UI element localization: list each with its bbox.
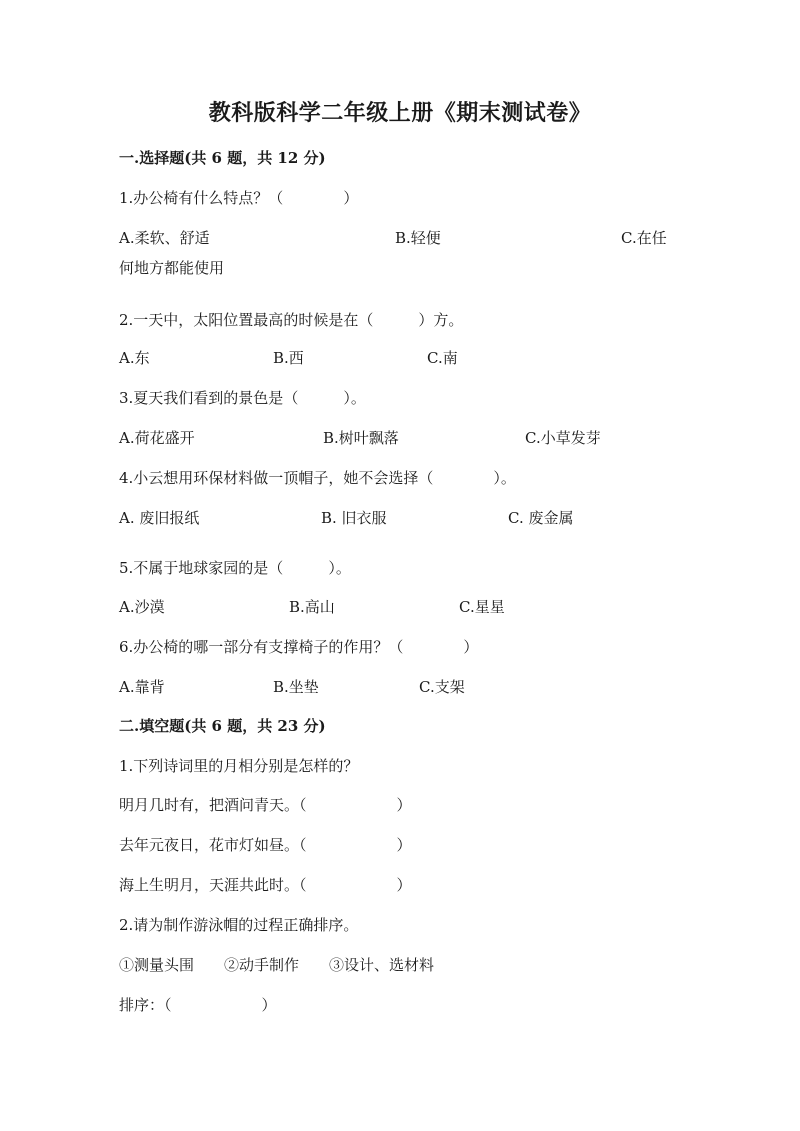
fill-question-2-text: 2.请为制作游泳帽的过程正确排序。 xyxy=(119,916,359,934)
section-heading-fill-in: 二.填空题(共 6 题，共 23 分) xyxy=(119,717,326,735)
question-6-option-b: B.坐垫 xyxy=(273,678,319,696)
question-5-text: 5.不属于地球家园的是（ ）。 xyxy=(119,559,351,577)
question-6-option-c: C.支架 xyxy=(419,678,465,696)
fill-question-1-line-3: 海上生明月，天涯共此时。（ ） xyxy=(119,876,412,894)
question-1-option-b: B.轻便 xyxy=(395,229,441,247)
question-4-option-b: B. 旧衣服 xyxy=(321,509,387,527)
page-title: 教科版科学二年级上册《期末测试卷》 xyxy=(208,100,592,126)
fill-question-1-text: 1.下列诗词里的月相分别是怎样的？ xyxy=(119,757,359,775)
question-5-option-a: A.沙漠 xyxy=(119,598,165,616)
question-4-option-c: C. 废金属 xyxy=(508,509,574,527)
fill-question-2-steps: ①测量头围 ②动手制作 ③设计、选材料 xyxy=(119,956,435,974)
question-1-text: 1.办公椅有什么特点？（ ） xyxy=(119,189,359,207)
question-4-option-a: A. 废旧报纸 xyxy=(119,509,200,527)
section-heading-choice: 一.选择题(共 6 题，共 12 分) xyxy=(119,149,326,167)
question-5-option-b: B.高山 xyxy=(289,598,335,616)
question-2-option-c: C.南 xyxy=(427,349,458,367)
question-2-text: 2.一天中，太阳位置最高的时候是在（ ）方。 xyxy=(119,311,464,329)
question-1-option-c: C.在任 xyxy=(621,229,667,247)
fill-question-2-answer: 排序：（ ） xyxy=(119,996,277,1014)
question-1-option-a: A.柔软、舒适 xyxy=(119,229,210,247)
fill-question-1-line-1: 明月几时有，把酒问青天。（ ） xyxy=(119,796,412,814)
question-3-option-b: B.树叶飘落 xyxy=(323,429,399,447)
question-3-option-a: A.荷花盛开 xyxy=(119,429,195,447)
question-6-text: 6.办公椅的哪一部分有支撑椅子的作用？（ ） xyxy=(119,638,479,656)
question-3-text: 3.夏天我们看到的景色是（ ）。 xyxy=(119,389,366,407)
question-2-option-b: B.西 xyxy=(273,349,304,367)
question-2-option-a: A.东 xyxy=(119,349,150,367)
question-6-option-a: A.靠背 xyxy=(119,678,165,696)
question-3-option-c: C.小草发芽 xyxy=(525,429,601,447)
question-4-text: 4.小云想用环保材料做一顶帽子，她不会选择（ ）。 xyxy=(119,469,516,487)
fill-question-1-line-2: 去年元夜日，花市灯如昼。（ ） xyxy=(119,836,412,854)
question-1-option-c-continuation: 何地方都能使用 xyxy=(119,259,225,277)
question-5-option-c: C.星星 xyxy=(459,598,505,616)
